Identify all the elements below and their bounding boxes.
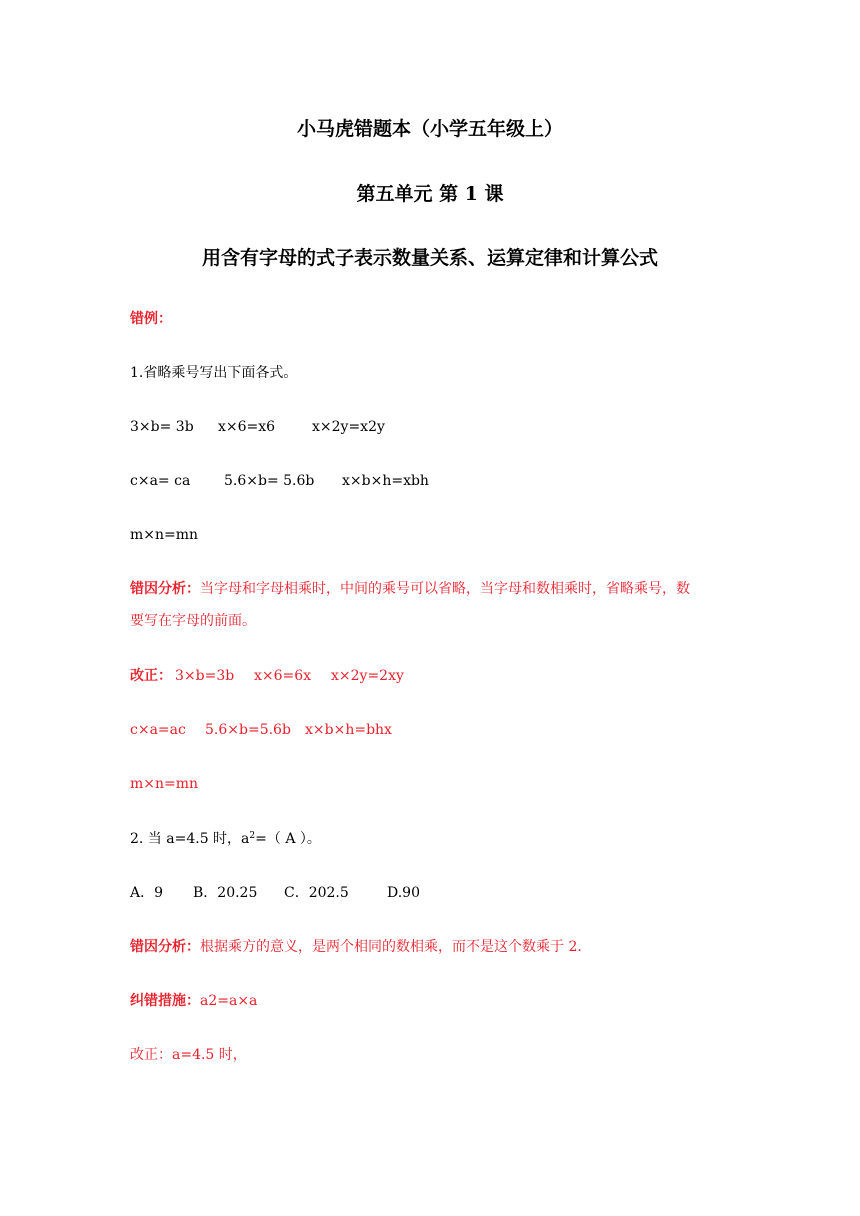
document-title: 小马虎错题本（小学五年级上） bbox=[296, 118, 563, 140]
q1-analysis-line-1 bbox=[130, 579, 750, 599]
q1-correction-label: 改正： bbox=[130, 668, 172, 684]
q2-correction: 改正：a=4.5 时， bbox=[130, 1047, 247, 1063]
q2-prompt-text: 2. 当 a=4.5 时，a bbox=[130, 831, 250, 847]
q2-prompt-answer: =（ A ）。 bbox=[255, 831, 321, 847]
q2-option-b: B．20.25 bbox=[193, 885, 258, 901]
q2-analysis-label: 错因分析： bbox=[130, 939, 200, 955]
q2-analysis-text: 根据乘方的意义，是两个相同的数相乘，而不是这个数乘于 2. bbox=[200, 939, 582, 955]
q1-analysis-text: 当字母和字母相乘时，中间的乘号可以省略，当字母和数相乘时，省略乘号，数 bbox=[200, 581, 690, 597]
q1-correction: 5.6×b=5.6b bbox=[205, 722, 291, 738]
q2-fix bbox=[130, 991, 750, 1011]
q2-option-a: A．9 bbox=[130, 885, 164, 901]
q2-fix-label: 纠错措施： bbox=[130, 993, 200, 1009]
q1-correction: x×6=6x bbox=[254, 668, 312, 684]
lesson-heading: 用含有字母的式子表示数量关系、运算定律和计算公式 bbox=[201, 247, 658, 269]
q1-answer: 5.6×b= 5.6b bbox=[224, 473, 315, 489]
q2-analysis bbox=[130, 937, 750, 957]
error-example-label: 错例： bbox=[130, 311, 172, 327]
q1-answer: x×b×h=xbh bbox=[342, 473, 429, 489]
q2-option-d: D.90 bbox=[387, 885, 420, 901]
q1-answer: 3×b= 3b bbox=[130, 419, 194, 435]
q1-analysis-line-2: 要写在字母的前面。 bbox=[130, 613, 256, 629]
q2-fix-text: a2=a×a bbox=[200, 993, 258, 1009]
q1-answer: c×a= ca bbox=[130, 473, 191, 489]
q1-answer: x×6=x6 bbox=[218, 419, 276, 435]
q2-option-c: C．202.5 bbox=[284, 885, 349, 901]
q1-correction: x×2y=2xy bbox=[331, 668, 404, 684]
q1-answer: x×2y=x2y bbox=[312, 419, 385, 435]
q1-answer: m×n=mn bbox=[130, 527, 199, 543]
q1-correction: 3×b=3b bbox=[175, 668, 235, 684]
q1-correction: x×b×h=bhx bbox=[305, 722, 392, 738]
q1-prompt: 1.省略乘号写出下面各式。 bbox=[130, 365, 298, 381]
q1-correction: m×n=mn bbox=[130, 776, 199, 792]
q1-analysis-label: 错因分析： bbox=[130, 581, 200, 597]
q1-correction: c×a=ac bbox=[130, 722, 186, 738]
unit-heading: 第五单元 第 1 课 bbox=[356, 183, 504, 205]
q2-prompt-exponent: 2 bbox=[249, 831, 256, 841]
q2-prompt bbox=[130, 829, 750, 849]
